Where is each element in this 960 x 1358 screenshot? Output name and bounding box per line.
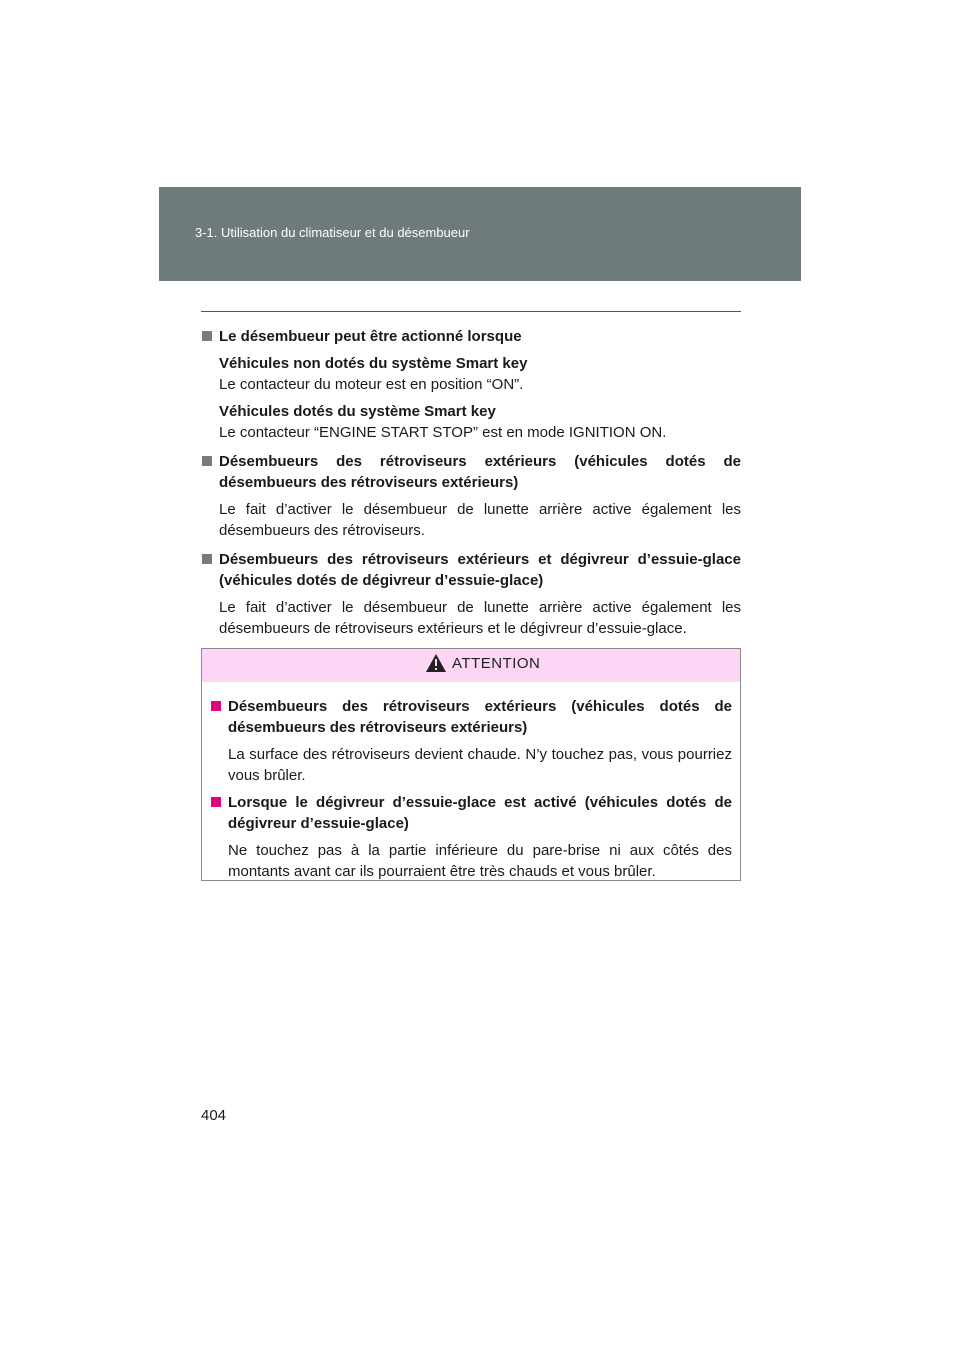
paragraph: Le fait d’activer le désembueur de lunette arrière active également les désembueurs des rétroviseurs. [219, 501, 741, 539]
square-bullet-icon [202, 554, 212, 564]
chapter-title: 3-1. Utilisation du climatiseur et du désembueur [195, 225, 470, 240]
warning-triangle-icon [425, 653, 447, 673]
square-bullet-icon [202, 456, 212, 466]
top-divider [201, 311, 741, 312]
section-title: Le désembueur peut être actionné lorsque [219, 328, 522, 345]
warning-item-title: Désembueurs des rétroviseurs extérieurs (véhicules dotés de désembueurs des rétroviseurs extérieurs) [228, 698, 732, 736]
section-mirror-and-wiper-deicer [201, 549, 741, 639]
warning-header [202, 649, 740, 682]
paragraph: Le contacteur “ENGINE START STOP” est en mode IGNITION ON. [219, 424, 667, 441]
chapter-header [159, 187, 801, 281]
main-content [201, 326, 741, 647]
subsection-title: Véhicules non dotés du système Smart key [219, 355, 528, 372]
paragraph: Le fait d’activer le désembueur de lunette arrière active également les désembueurs de rétroviseurs extérieurs et le dégivreur d’essuie-glace. [219, 599, 741, 637]
warning-label: ATTENTION [452, 655, 541, 672]
warning-item-mirrors [210, 696, 732, 786]
paragraph: Ne touchez pas à la partie inférieure du pare-brise ni aux côtés des montants avant car ils pourraient être très chauds et vous brûler. [228, 842, 732, 880]
page-number: 404 [201, 1107, 227, 1124]
warning-body [202, 682, 740, 882]
square-bullet-icon [211, 797, 221, 807]
warning-box [201, 648, 741, 881]
square-bullet-icon [211, 701, 221, 711]
square-bullet-icon [202, 331, 212, 341]
warning-item-wiper-deicer [210, 792, 732, 882]
section-title: Désembueurs des rétroviseurs extérieurs et dégivreur d’essuie-glace (véhicules dotés de dégivreur d’essuie-glace) [219, 551, 741, 589]
paragraph: Le contacteur du moteur est en position “ON”. [219, 376, 524, 393]
warning-item-title: Lorsque le dégivreur d’essuie-glace est activé (véhicules dotés de dégivreur d’essuie-glace) [228, 794, 732, 832]
section-title: Désembueurs des rétroviseurs extérieurs (véhicules dotés de désembueurs des rétroviseurs extérieurs) [219, 453, 741, 491]
subsection-title: Véhicules dotés du système Smart key [219, 403, 496, 420]
section-defogger-conditions [201, 326, 741, 443]
section-mirror-defoggers [201, 451, 741, 541]
paragraph: La surface des rétroviseurs devient chaude. N’y touchez pas, vous pourriez vous brûler. [228, 746, 732, 784]
